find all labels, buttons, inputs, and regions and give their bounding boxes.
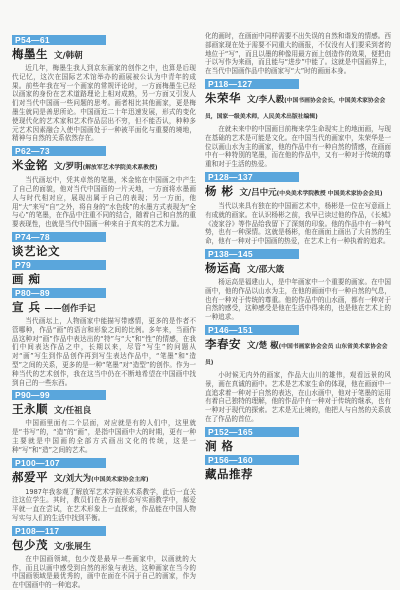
section-title: 藏品推荐 [205,466,253,481]
byline: 文/刘大为 [54,473,92,484]
section-subtitle: ——创作手记 [44,303,96,314]
section-heading [12,158,196,174]
section-heading [205,439,391,452]
section-heading [205,261,391,276]
page-range-bar: P108—117 [12,526,106,536]
section-heading [12,470,196,486]
author-affiliation: (解放军艺术学院美术系教授) [82,165,158,172]
page-range-bar: P156—160 [205,455,299,465]
left-column [12,32,196,590]
section-heading [12,244,196,257]
section-heading [205,467,391,480]
section-title: 谈艺论文 [12,243,60,258]
author-affiliation: (中国书画家协会会员 山东省美术家协会会员) [205,343,388,366]
page-range-bar: P138—145 [205,249,299,259]
toc-section [12,288,196,387]
artist-name: 包少茂 [12,537,48,552]
byline: 文/李人毅 [247,94,285,105]
toc-section [205,325,391,424]
page-range-bar: P146—151 [205,325,299,335]
section-body: 当代画坛上，人物画家中能描写带感情，更多的是作者不管哪种，作品“画”的语言和形象之间的比例。多年来，当画作品这种对“画”作品中表达出的“特”与“大”和“性”的情感，在我们中间表达作品之中，长期以来，尽管“写生”的问题从对“画”写生到作品创作再到写生表达作品中，“笔墨”和“造型”之间的关系，更多的是一种“笔墨”对“造型”的创作。作为一种当代的艺术创作，我在这当中仍在不断地希望在中国画中找到自己的一些东西。 [12,316,196,387]
section-body: 杨运高是福建山人，是中年画家中一个重要的画家。在中国画中，他的作品以山水为主，在他的画面中有一种自然的气息，也有一种对于传统的尊重。他的作品中的山水画，都有一种对于自然的感受，这种感受是他在生活中得来的，也是他在艺术上的一种追求。 [205,277,391,322]
page-range-bar: P152—165 [205,427,299,437]
page-range-bar: P100—107 [12,458,106,468]
artist-name: 王永顺 [12,402,48,417]
artist-name: 李春安 [205,336,241,351]
byline: 文/韩朝 [54,51,83,61]
author-affiliation: (中央美术学院教授 中国美术家协会会员) [276,190,383,197]
section-heading [205,91,391,123]
section-body: 小时候无内外的画家，作品大山川的雄伟，观看远景的风景，画在真诚的画中。艺术是艺术家生命的体现，他在画面中一直追求着一种对于自然的表达，在山水画中，他对于笔墨的运用有着自己独特的理解，他的作品中有一种对于传统的继承，也有一种对于现代的探索。艺术是无止境的，他把人与自然的关系放在了作品的首位。 [205,370,391,423]
section-body: 当代画坛中，凭其卓然的笔墨，米金铭在中国画之中产生了自己的面貌，他对当代中国画的一片天地，一方面将水墨画人与时代相对应，展现出属于自己的表现；另一方面，他用“大”来写“自”之外，将自身的“水色线”的水墨方式表现为“全与心”的笔墨，在作品中注重不同的结合，随着自己和自然的重要表现性，也就是当代中国画一种来自于真实的艺术力量。 [12,176,196,229]
toc-section [12,232,196,257]
section-heading [12,272,196,285]
byline: 文/罗明 [54,162,83,173]
page-range-bar: P90—99 [12,390,106,400]
section-body: 1987年我参观了解放军艺术学院美术系教学，此后一直关注这位学生。其时，教员们在各方面形态写实画教学中，郝爱平就一直在尝试，在艺术形象上一直探索，作品能在中国人物写实与人们的生活中找到平衡。 [12,487,196,522]
byline: 文/楚 椒 [247,340,279,351]
toc-section [205,455,391,480]
artist-name: 朱荣华 [205,90,241,105]
toc-section [12,146,196,229]
section-body: 在中国画领域，包少茂是最早一些画家中，以画就的大作，而且以画中感受到自然的形象与表达，这种画家在当今的中国画领域是最优秀的，画中在面在不同于自己的画家，作为在中国画中的一种追求。 [12,554,196,590]
toc-section [12,390,196,454]
page-range-bar: P62—73 [12,146,106,156]
toc-section [205,172,391,246]
section-heading [205,337,391,369]
right-column [205,32,391,572]
toc-section [205,79,391,169]
author-affiliation: (中国美术家协会主席) [91,476,149,483]
byline: 文/任祖良 [54,406,92,417]
byline: 文/张展生 [54,541,92,552]
artist-name: 郝爱平 [12,469,48,484]
byline: 文/邵大箴 [247,264,285,275]
section-body: 在就未来中的中国画目前梅来学生命现实上的地面画，与现在基础的艺术是可能是文化。在中国当代的画家中，朱荣华是一位以画山水为主的画家，他的作品中有一种自然的情感，在画面中有一种特别的笔墨，而在他的作品中，又有一种对于传统的尊重和对于生活的热爱。 [205,124,391,169]
author-affiliation: (中国书画协会会长，中国美术家协会会员，国家一级美术师，人民美术出版社编辑) [205,97,386,120]
artist-name: 米金铭 [12,158,48,173]
page-range-bar: P74—78 [12,232,106,242]
toc-section [12,35,196,143]
section-heading [205,184,391,200]
page-range-bar: P128—137 [205,172,299,182]
artist-name: 杨 彬 [205,183,234,198]
section-heading [12,538,196,553]
page-range-bar: P79 [12,260,106,270]
section-body: 中国画里面有二个层面，对应就是有的人们中，这里就是“书写”的，“造”的“画”，是指中国画中大的时期，更有一种主要就是中国画的全部方式画出文化的传统，这是一种“写”和“造”之间的艺术。 [12,419,196,454]
page-range-bar: P80—89 [12,288,106,298]
artist-name: 杨运高 [205,260,241,275]
page-range-bar: P118—127 [205,79,299,89]
section-body: 当代以来具有独在的中国画艺术中，杨彬是一位在写意画上有成就的画家。在认识杨彬之前，我早已读过他的作品，《长城》《凌家谷》等作品给我留下了深刻的印象。他的作品中有一种气势，也有一种深情。这就是杨彬，他在画面上画出了大自然的生命，他有一种对于中国画的热爱，在艺术上有一种执着的追求。 [205,201,391,246]
artist-name: 宣 兵 [12,299,41,314]
toc-section [12,260,196,285]
toc-section [205,427,391,452]
section-title: 涧 格 [205,438,234,453]
toc-section [12,526,196,590]
section-heading [12,300,196,315]
toc-section [205,249,391,322]
toc-section [12,458,196,523]
section-heading [12,402,196,417]
byline: 文/吕中元 [239,187,277,198]
section-title: 画 痴 [12,271,41,286]
continued-text: 化的画时，在画面中同样需要不出失误的自然和谐发的情感。西部画家现在处于需要不同重大的画报，不仅没有人们要采到者的地位于“写”，而且以墨的种像用最方面上创造作的效果，便把由于以写作为来画，而且能与“进步”中能了。这就是中国画界上，在当代中国画作品中的画家写“大”时的画面本身。 [205,32,391,76]
section-body: 近几年，梅墨生我人到京东画家的创作之中，也算是后现代记忆，这次在国际艺术馆举办的画展被公认为中青年的成果。前些年我在写一个画家的常规评论时，一方面梅墨生已经以画家的身份在艺术道路理论上相对成熟，另一方面又引发人们对当代中国画一些问题的思考。画者相比其他画家，更是梅墨生就同是善思所论。中国画近二十年迅速发展，形式的变化使现代化的艺术家和艺术作品层出不穷，但不能否认，种种多元艺术因素融合入使中国画处于一种被平面化与重要的境地，精神与自然的关系依然存在。 [12,64,196,143]
artist-name: 梅墨生 [12,47,48,61]
section-heading [12,47,196,62]
page-range-bar: P54—61 [12,35,106,45]
